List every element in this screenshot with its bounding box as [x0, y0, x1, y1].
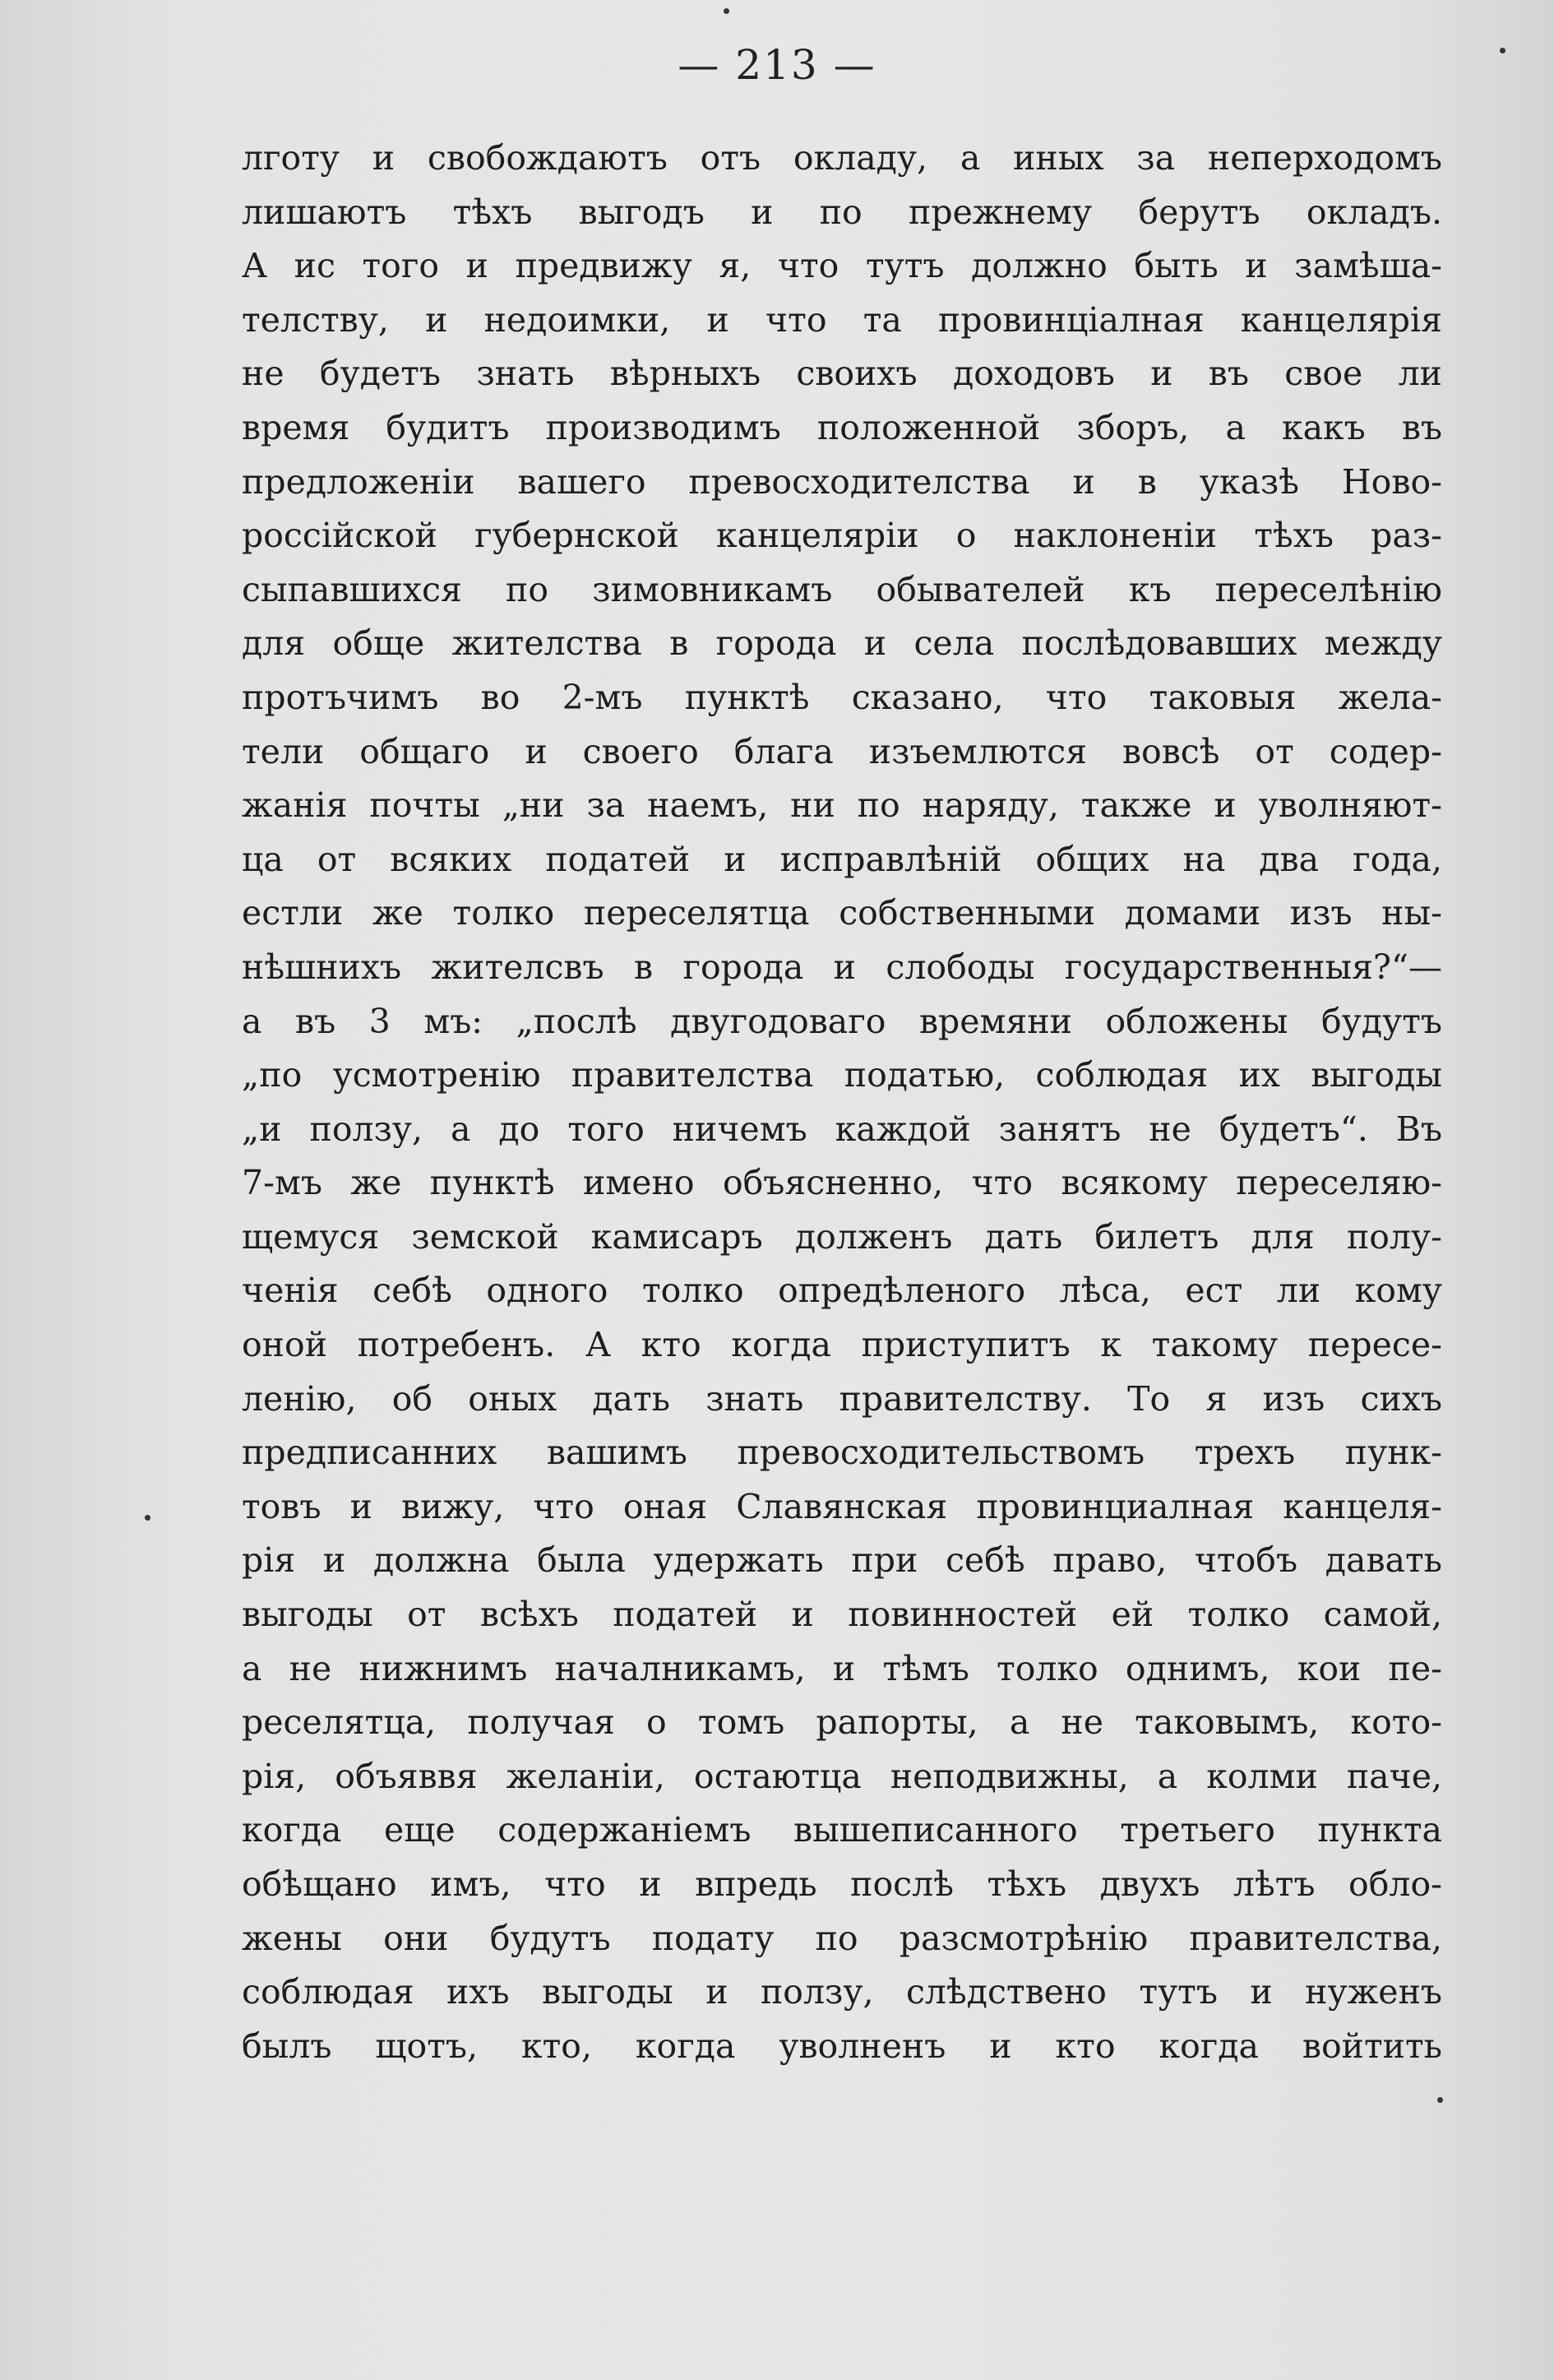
- text-line: обѣщано имъ, что и впредь послѣ тѣхъ двухъ лѣтъ обло-: [242, 1864, 1442, 1904]
- text-line: предложеніи вашего превосходителства и в указѣ Ново-: [242, 461, 1442, 502]
- text-line: ченія себѣ одного толко опредѣленого лѣса, ест ли кому: [242, 1271, 1442, 1311]
- text-line: россійской губернской канцеляріи о наклоненіи тѣхъ раз-: [242, 516, 1442, 556]
- text-line: выгоды от всѣхъ податей и повинностей ей толко самой,: [242, 1595, 1442, 1635]
- text-line: рія, объяввя желаніи, остаютца неподвижны, а колми паче,: [242, 1756, 1442, 1796]
- text-line: для обще жителства в города и села послѣдовавших между: [242, 623, 1442, 664]
- scan-speck: [1500, 48, 1505, 53]
- scan-speck: [145, 1515, 150, 1521]
- text-line: „и ползу, а до того ничемъ каждой занятъ не будетъ“. Въ: [242, 1109, 1442, 1149]
- text-line: сыпавшихся по зимовникамъ обывателей къ переселѣнію: [242, 569, 1442, 609]
- text-line: телству, и недоимки, и что та провинціалная канцелярія: [242, 299, 1442, 340]
- text-line: ца от всяких податей и исправлѣній общих на два года,: [242, 839, 1442, 879]
- text-line: протъчимъ во 2-мъ пунктѣ сказано, что таковыя жела-: [242, 677, 1442, 717]
- text-line: нѣшнихъ жителсвъ в города и слободы государственныя?“—: [242, 947, 1442, 987]
- text-line: щемуся земской камисаръ долженъ дать билетъ для полу-: [242, 1216, 1442, 1257]
- text-line: жены они будутъ подату по разсмотрѣнію правителства,: [242, 1918, 1442, 1958]
- text-line: 7-мъ же пунктѣ имено объясненно, что всякому переселяю-: [242, 1163, 1442, 1203]
- text-line: товъ и вижу, что оная Славянская провинциалная канцеля-: [242, 1486, 1442, 1526]
- text-line: а не нижнимъ началникамъ, и тѣмъ толко однимъ, кои пе-: [242, 1648, 1442, 1688]
- text-line: предписанних вашимъ превосходительствомъ трехъ пунк-: [242, 1433, 1442, 1473]
- text-line: А ис того и предвижу я, что тутъ должно быть и замѣша-: [242, 246, 1442, 286]
- text-line: время будитъ производимъ положенной зборъ, а какъ въ: [242, 407, 1442, 447]
- text-line: лготу и свобождаютъ отъ окладу, а иных за неперходомъ: [242, 138, 1442, 178]
- text-line: тели общаго и своего блага изъемлются вовсѣ от содер-: [242, 731, 1442, 771]
- text-line: соблюдая ихъ выгоды и ползу, слѣдствено тутъ и нуженъ: [242, 1972, 1442, 2012]
- text-line: „по усмотренію правителства податью, соблюдая их выгоды: [242, 1055, 1442, 1095]
- scan-speck: [724, 8, 729, 14]
- scan-speck: [1437, 2097, 1443, 2103]
- page-text: [242, 132, 1442, 2073]
- text-line: реселятца, получая о томъ рапорты, а не таковымъ, кото-: [242, 1702, 1442, 1743]
- text-line: естли же толко переселятца собственными домами изъ ны-: [242, 893, 1442, 933]
- text-line: лишаютъ тѣхъ выгодъ и по прежнему берутъ окладъ.: [242, 192, 1442, 232]
- text-line: жанія почты „ни за наемъ, ни по наряду, также и уволняют-: [242, 785, 1442, 826]
- text-line: когда еще содержаніемъ вышеписанного третьего пункта: [242, 1810, 1442, 1850]
- text-line: оной потребенъ. А кто когда приступитъ к такому пересе-: [242, 1325, 1442, 1365]
- text-line: а въ 3 мъ: „послѣ двугодоваго времяни обложены будутъ: [242, 1001, 1442, 1041]
- text-line: рія и должна была удержать при себѣ право, чтобъ давать: [242, 1540, 1442, 1581]
- page-number: — 213 —: [678, 41, 876, 89]
- text-line: былъ щотъ, кто, когда уволненъ и кто когда войтить: [242, 2026, 1442, 2066]
- text-line: ленію, об оных дать знать правителству. То я изъ сихъ: [242, 1378, 1442, 1419]
- text-line: не будетъ знать вѣрныхъ своихъ доходовъ и въ свое ли: [242, 354, 1442, 394]
